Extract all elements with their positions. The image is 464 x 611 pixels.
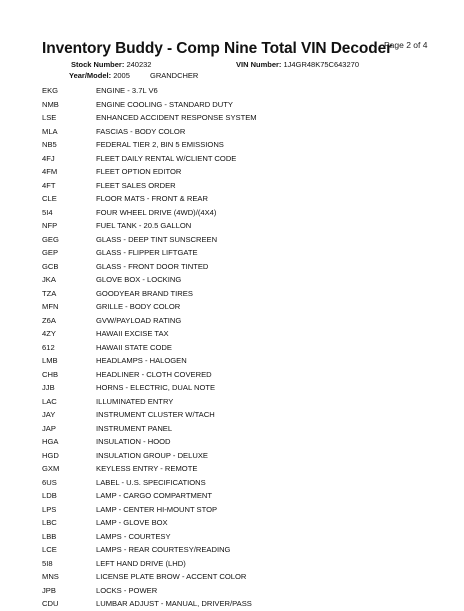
- option-description: GLASS - DEEP TINT SUNSCREEN: [96, 234, 218, 244]
- option-code: LBB: [42, 531, 57, 541]
- option-description: LAMPS - REAR COURTESY/READING: [96, 545, 231, 555]
- option-code: 4ZY: [42, 329, 56, 339]
- option-code: NMB: [42, 99, 59, 109]
- option-row: [42, 84, 432, 98]
- option-description: HEADLAMPS - HALOGEN: [96, 356, 187, 366]
- option-row: [42, 597, 432, 611]
- vin-number: [236, 60, 359, 69]
- option-code: LAC: [42, 396, 57, 406]
- option-code: 5I4: [42, 207, 53, 217]
- option-row: [42, 408, 432, 422]
- option-row: [42, 570, 432, 584]
- option-code: NFP: [42, 221, 58, 231]
- option-code: JPB: [42, 585, 56, 595]
- option-code: Z6A: [42, 315, 56, 325]
- option-description: FLEET OPTION EDITOR: [96, 167, 182, 177]
- option-code: JJB: [42, 383, 55, 393]
- option-description: HAWAII STATE CODE: [96, 342, 172, 352]
- option-row: [42, 125, 432, 139]
- option-description: ENHANCED ACCIDENT RESPONSE SYSTEM: [96, 113, 257, 123]
- option-code: GXM: [42, 464, 60, 474]
- option-row: [42, 300, 432, 314]
- option-description: FASCIAS - BODY COLOR: [96, 126, 186, 136]
- option-code: HGD: [42, 450, 59, 460]
- option-code: LDB: [42, 491, 57, 501]
- stock-number-value: 240232: [126, 60, 152, 69]
- option-row: [42, 584, 432, 598]
- option-code: CDU: [42, 599, 59, 609]
- option-description: INSTRUMENT CLUSTER W/TACH: [96, 410, 215, 420]
- year-value: 2005: [113, 71, 130, 80]
- option-code: JAY: [42, 410, 56, 420]
- option-code: LCE: [42, 545, 57, 555]
- option-row: [42, 368, 432, 382]
- option-code-list: [42, 84, 432, 611]
- option-row: [42, 516, 432, 530]
- year-model-label: Year/Model:: [69, 71, 112, 80]
- option-description: GVW/PAYLOAD RATING: [96, 315, 182, 325]
- option-row: [42, 165, 432, 179]
- option-code: LSE: [42, 113, 57, 123]
- option-row: [42, 287, 432, 301]
- option-description: FUEL TANK - 20.5 GALLON: [96, 221, 192, 231]
- option-code: MLA: [42, 126, 58, 136]
- option-row: [42, 273, 432, 287]
- option-description: ENGINE - 3.7L V6: [96, 86, 158, 96]
- option-row: [42, 530, 432, 544]
- option-row: [42, 98, 432, 112]
- option-row: [42, 219, 432, 233]
- option-description: LOCKS - POWER: [96, 585, 158, 595]
- stock-number-label: Stock Number:: [71, 60, 125, 69]
- option-code: LPS: [42, 504, 57, 514]
- year-model: [69, 71, 198, 80]
- option-code: MNS: [42, 572, 59, 582]
- option-code: TZA: [42, 288, 57, 298]
- option-description: GOODYEAR BRAND TIRES: [96, 288, 193, 298]
- stock-number: [71, 60, 151, 69]
- option-row: [42, 111, 432, 125]
- option-code: GEG: [42, 234, 59, 244]
- option-code: 4FJ: [42, 153, 55, 163]
- option-description: FEDERAL TIER 2, BIN 5 EMISSIONS: [96, 140, 224, 150]
- option-description: FOUR WHEEL DRIVE (4WD)/(4X4): [96, 207, 217, 217]
- page-title: Inventory Buddy - Comp Nine Total VIN Decoder: [42, 40, 393, 57]
- option-code: LMB: [42, 356, 58, 366]
- model-value: GRANDCHER: [149, 71, 199, 80]
- option-row: [42, 260, 432, 274]
- option-row: [42, 179, 432, 193]
- vin-number-label: VIN Number:: [236, 60, 282, 69]
- option-row: [42, 233, 432, 247]
- option-description: LAMP - CENTER HI-MOUNT STOP: [96, 504, 218, 514]
- option-description: LABEL - U.S. SPECIFICATIONS: [96, 477, 206, 487]
- option-description: FLEET SALES ORDER: [96, 180, 176, 190]
- option-row: [42, 503, 432, 517]
- option-description: HEADLINER - CLOTH COVERED: [96, 369, 212, 379]
- option-description: ENGINE COOLING - STANDARD DUTY: [96, 99, 233, 109]
- option-description: INSULATION GROUP - DELUXE: [96, 450, 208, 460]
- option-row: [42, 381, 432, 395]
- option-description: HAWAII EXCISE TAX: [96, 329, 169, 339]
- option-row: [42, 138, 432, 152]
- vin-number-value: 1J4GR48K75C643270: [283, 60, 359, 69]
- option-code: LBC: [42, 518, 57, 528]
- option-row: [42, 476, 432, 490]
- option-code: CHB: [42, 369, 59, 379]
- option-description: FLEET DAILY RENTAL W/CLIENT CODE: [96, 153, 237, 163]
- option-description: LICENSE PLATE BROW - ACCENT COLOR: [96, 572, 247, 582]
- option-row: [42, 435, 432, 449]
- option-row: [42, 341, 432, 355]
- option-code: HGA: [42, 437, 59, 447]
- option-description: KEYLESS ENTRY - REMOTE: [96, 464, 198, 474]
- option-row: [42, 327, 432, 341]
- option-description: LEFT HAND DRIVE (LHD): [96, 558, 186, 568]
- option-description: GLASS - FLIPPER LIFTGATE: [96, 248, 198, 258]
- option-row: [42, 192, 432, 206]
- option-description: LUMBAR ADJUST - MANUAL, DRIVER/PASS: [96, 599, 252, 609]
- option-description: LAMPS - COURTESY: [96, 531, 171, 541]
- option-row: [42, 354, 432, 368]
- option-code: 4FM: [42, 167, 58, 177]
- option-row: [42, 314, 432, 328]
- option-description: INSTRUMENT PANEL: [96, 423, 173, 433]
- page-indicator: Page 2 of 4: [384, 40, 428, 50]
- option-code: GEP: [42, 248, 59, 258]
- option-description: HORNS - ELECTRIC, DUAL NOTE: [96, 383, 216, 393]
- option-row: [42, 206, 432, 220]
- option-description: INSULATION - HOOD: [96, 437, 171, 447]
- option-row: [42, 246, 432, 260]
- option-row: [42, 462, 432, 476]
- option-row: [42, 152, 432, 166]
- option-code: JKA: [42, 275, 56, 285]
- option-code: 5I8: [42, 558, 53, 568]
- option-code: NB5: [42, 140, 57, 150]
- option-code: EKG: [42, 86, 59, 96]
- option-row: [42, 489, 432, 503]
- option-row: [42, 395, 432, 409]
- option-description: LAMP - CARGO COMPARTMENT: [96, 491, 213, 501]
- option-code: CLE: [42, 194, 57, 204]
- option-description: GLOVE BOX - LOCKING: [96, 275, 182, 285]
- option-description: GLASS - FRONT DOOR TINTED: [96, 261, 209, 271]
- option-description: FLOOR MATS - FRONT & REAR: [96, 194, 208, 204]
- option-description: ILLUMINATED ENTRY: [96, 396, 174, 406]
- option-code: 4FT: [42, 180, 56, 190]
- option-code: JAP: [42, 423, 56, 433]
- option-row: [42, 543, 432, 557]
- option-row: [42, 557, 432, 571]
- option-code: MFN: [42, 302, 59, 312]
- option-code: GCB: [42, 261, 59, 271]
- option-row: [42, 449, 432, 463]
- option-description: GRILLE - BODY COLOR: [96, 302, 181, 312]
- option-row: [42, 422, 432, 436]
- option-description: LAMP - GLOVE BOX: [96, 518, 168, 528]
- option-code: 612: [42, 342, 55, 352]
- option-code: 6US: [42, 477, 57, 487]
